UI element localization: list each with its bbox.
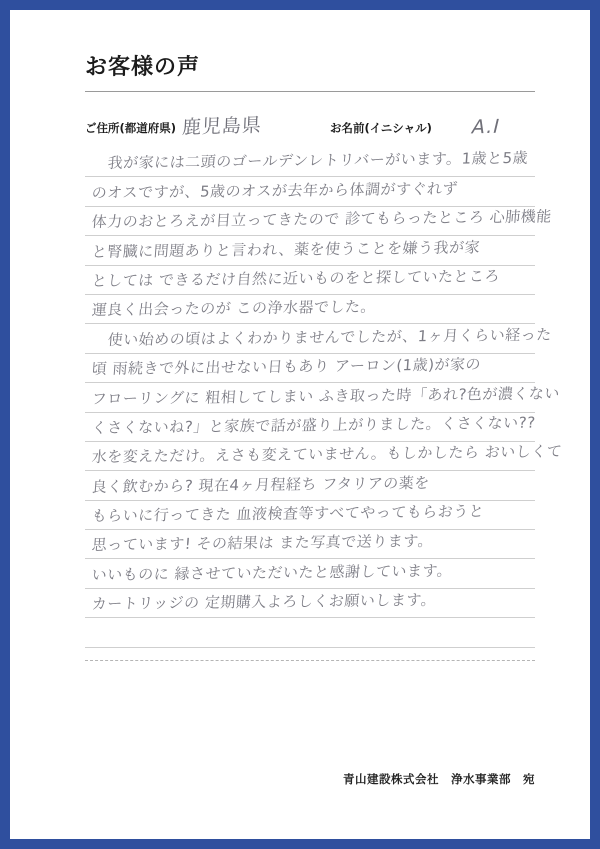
document-sheet <box>10 10 590 839</box>
document-content <box>85 50 563 795</box>
handwritten-line: 体力のおとろえが目立ってきたので 診てもらったところ 心肺機能 <box>85 207 535 236</box>
address-label: ご住所(都道府県) <box>85 121 177 135</box>
form-fields-row <box>85 108 535 138</box>
handwritten-line: もらいに行ってきた 血液検査等すべてやってもらおうと <box>85 501 535 530</box>
handwritten-line: カートリッジの 定期購入よろしくお願いします。 <box>85 589 535 618</box>
handwritten-line: 頃 雨続きで外に出せない日もあり アーロン(1歳)が家の <box>85 354 535 383</box>
handwritten-line: 我が家には二頭のゴールデンレトリバーがいます。1歳と5歳 <box>85 148 535 177</box>
name-value: A.I <box>471 115 501 139</box>
handwritten-line: 水を変えただけ。えさも変えていません。もしかしたら おいしくて <box>85 442 535 471</box>
handwritten-line: いいものに 縁させていただいたと感謝しています。 <box>85 559 535 588</box>
handwritten-line: と腎臓に問題ありと言われ、薬を使うことを嫌う我が家 <box>85 236 535 265</box>
title-divider <box>85 91 535 92</box>
name-label: お名前(イニシャル) <box>330 121 432 135</box>
handwritten-line: 思っています! その結果は また写真で送ります。 <box>85 530 535 559</box>
handwritten-line: フローリングに 粗相してしまい ふき取った時「あれ?色が濃くない <box>85 383 535 412</box>
handwritten-line: 運良く出会ったのが この浄水器でした。 <box>85 295 535 324</box>
page-title: お客様の声 <box>85 55 201 80</box>
handwritten-line: 使い始めの頃はよくわかりませんでしたが、1ヶ月くらい経った <box>85 324 535 353</box>
handwritten-line: くさくないね?」と家族で話が盛り上がりました。くさくない?? <box>85 413 535 442</box>
handwritten-line-blank <box>85 618 535 647</box>
handwritten-line: としては できるだけ自然に近いものをと探していたところ <box>85 266 535 295</box>
handwritten-line: 良く飲むから? 現在4ヶ月程経ち フタリアの薬を <box>85 471 535 500</box>
footer-addressee: 青山建設株式会社 浄水事業部 宛 <box>343 772 535 786</box>
handwritten-body <box>85 148 563 661</box>
address-value: 鹿児島県 <box>181 114 263 139</box>
handwritten-line: のオスですが、5歳のオスが去年から体調がすぐれず <box>85 177 535 206</box>
dashed-divider <box>85 660 535 661</box>
